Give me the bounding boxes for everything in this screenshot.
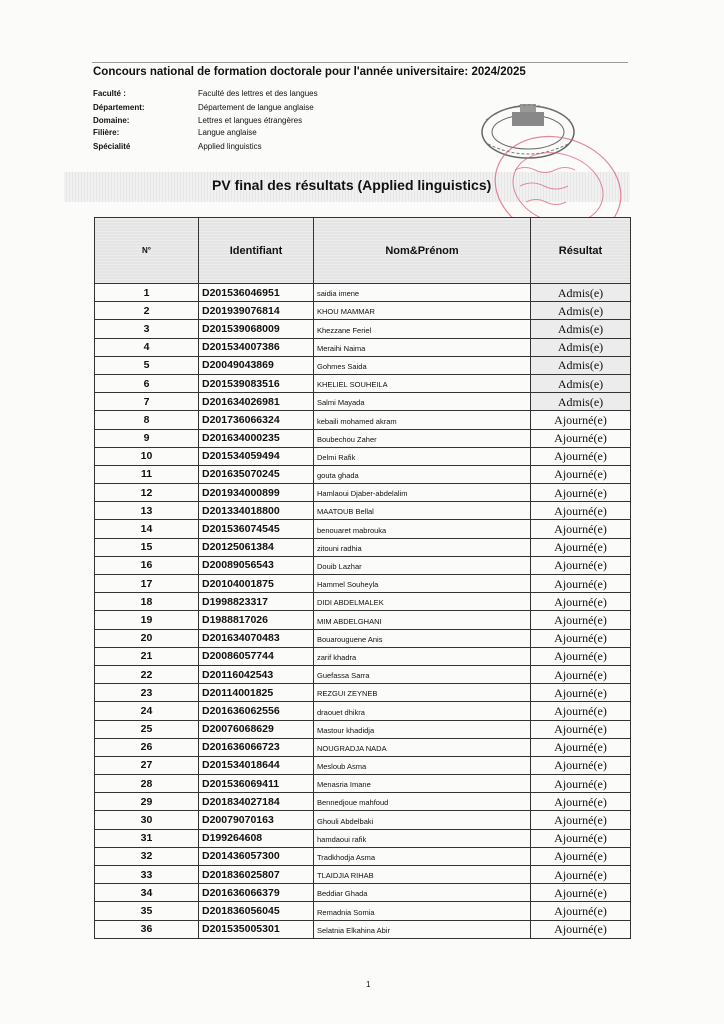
row-nom-prenom: NOUGRADJA NADA	[314, 738, 531, 756]
row-number: 4	[95, 338, 199, 356]
table-row	[95, 738, 631, 756]
row-resultat: Ajourné(e)	[531, 665, 631, 683]
row-nom-prenom: Mesloub Asma	[314, 756, 531, 774]
table-row	[95, 320, 631, 338]
row-nom-prenom: zitouni radhia	[314, 538, 531, 556]
row-nom-prenom: Beddiar Ghada	[314, 884, 531, 902]
row-resultat: Ajourné(e)	[531, 520, 631, 538]
row-number: 26	[95, 738, 199, 756]
table-header-row	[95, 218, 631, 284]
table-row	[95, 484, 631, 502]
table-row	[95, 611, 631, 629]
row-nom-prenom: Bennedjoue mahfoud	[314, 793, 531, 811]
row-number: 11	[95, 465, 199, 483]
row-nom-prenom: gouta ghada	[314, 465, 531, 483]
table-row	[95, 775, 631, 793]
row-number: 6	[95, 374, 199, 392]
row-resultat: Ajourné(e)	[531, 829, 631, 847]
value-faculte: Faculté des lettres et des langues	[198, 89, 318, 98]
row-resultat: Ajourné(e)	[531, 793, 631, 811]
row-identifiant: D201636062556	[199, 702, 314, 720]
row-nom-prenom: Douib Lazhar	[314, 556, 531, 574]
row-nom-prenom: Gohmes Saida	[314, 356, 531, 374]
row-identifiant: D20104001875	[199, 575, 314, 593]
row-nom-prenom: Delmi Rafik	[314, 447, 531, 465]
row-identifiant: D201834027184	[199, 793, 314, 811]
table-row	[95, 829, 631, 847]
row-resultat: Ajourné(e)	[531, 775, 631, 793]
row-nom-prenom: KHELIEL SOUHEILA	[314, 374, 531, 392]
row-identifiant: D201534018644	[199, 756, 314, 774]
row-nom-prenom: Boubechou Zaher	[314, 429, 531, 447]
row-resultat: Ajourné(e)	[531, 756, 631, 774]
row-resultat: Admis(e)	[531, 302, 631, 320]
row-nom-prenom: Hamlaoui Djaber-abdelalim	[314, 484, 531, 502]
row-resultat: Ajourné(e)	[531, 866, 631, 884]
row-nom-prenom: kebaili mohamed akram	[314, 411, 531, 429]
row-resultat: Admis(e)	[531, 374, 631, 392]
table-row	[95, 502, 631, 520]
table-body	[95, 284, 631, 939]
table-row	[95, 575, 631, 593]
row-identifiant: D20114001825	[199, 684, 314, 702]
row-number: 31	[95, 829, 199, 847]
row-resultat: Ajourné(e)	[531, 884, 631, 902]
row-resultat: Admis(e)	[531, 284, 631, 302]
row-resultat: Ajourné(e)	[531, 484, 631, 502]
row-number: 35	[95, 902, 199, 920]
row-resultat: Ajourné(e)	[531, 811, 631, 829]
row-number: 27	[95, 756, 199, 774]
row-identifiant: D201334018800	[199, 502, 314, 520]
value-domaine: Lettres et langues étrangères	[198, 116, 303, 125]
row-number: 14	[95, 520, 199, 538]
row-resultat: Ajourné(e)	[531, 647, 631, 665]
pv-title: PV final des résultats (Applied linguistics)	[212, 177, 492, 193]
row-nom-prenom: benouaret mabrouka	[314, 520, 531, 538]
row-resultat: Ajourné(e)	[531, 920, 631, 938]
row-resultat: Ajourné(e)	[531, 611, 631, 629]
row-identifiant: D199264608	[199, 829, 314, 847]
row-nom-prenom: MAATOUB Bellal	[314, 502, 531, 520]
table-row	[95, 647, 631, 665]
table-row	[95, 284, 631, 302]
row-identifiant: D1988817026	[199, 611, 314, 629]
row-nom-prenom: Salmi Mayada	[314, 393, 531, 411]
row-number: 29	[95, 793, 199, 811]
row-nom-prenom: draouet dhikra	[314, 702, 531, 720]
document-title: Concours national de formation doctorale pour l'année universitaire: 2024/2025	[93, 66, 526, 78]
row-number: 18	[95, 593, 199, 611]
row-number: 20	[95, 629, 199, 647]
table-row	[95, 374, 631, 392]
table-row	[95, 302, 631, 320]
row-resultat: Ajourné(e)	[531, 502, 631, 520]
row-identifiant: D20079070163	[199, 811, 314, 829]
row-resultat: Ajourné(e)	[531, 465, 631, 483]
row-nom-prenom: Selatnia Elkahina Abir	[314, 920, 531, 938]
row-number: 9	[95, 429, 199, 447]
table-row	[95, 593, 631, 611]
row-identifiant: D201634070483	[199, 629, 314, 647]
row-resultat: Admis(e)	[531, 320, 631, 338]
row-number: 30	[95, 811, 199, 829]
table-row	[95, 629, 631, 647]
row-nom-prenom: hamdaoui rafik	[314, 829, 531, 847]
label-domaine: Domaine:	[93, 116, 130, 125]
table-row	[95, 720, 631, 738]
row-identifiant: D201536069411	[199, 775, 314, 793]
row-identifiant: D201636066379	[199, 884, 314, 902]
row-resultat: Admis(e)	[531, 393, 631, 411]
row-identifiant: D201436057300	[199, 847, 314, 865]
row-number: 16	[95, 556, 199, 574]
row-number: 13	[95, 502, 199, 520]
page-number: 1	[366, 980, 371, 989]
label-faculte: Faculté :	[93, 89, 126, 98]
row-resultat: Ajourné(e)	[531, 447, 631, 465]
table-row	[95, 338, 631, 356]
col-header-number: N°	[95, 218, 199, 284]
row-number: 21	[95, 647, 199, 665]
table-row	[95, 920, 631, 938]
table-row	[95, 793, 631, 811]
table-row	[95, 429, 631, 447]
row-number: 22	[95, 665, 199, 683]
table-row	[95, 811, 631, 829]
row-nom-prenom: Remadnia Somia	[314, 902, 531, 920]
row-nom-prenom: REZGUI ZEYNEB	[314, 684, 531, 702]
row-resultat: Ajourné(e)	[531, 629, 631, 647]
table-row	[95, 465, 631, 483]
value-specialite: Applied linguistics	[198, 142, 262, 151]
row-identifiant: D201634026981	[199, 393, 314, 411]
col-header-nom-prenom: Nom&Prénom	[314, 218, 531, 284]
row-number: 34	[95, 884, 199, 902]
table-row	[95, 411, 631, 429]
row-resultat: Ajourné(e)	[531, 593, 631, 611]
row-nom-prenom: DIDI ABDELMALEK	[314, 593, 531, 611]
row-number: 28	[95, 775, 199, 793]
row-identifiant: D201736066324	[199, 411, 314, 429]
row-nom-prenom: Menasria Imane	[314, 775, 531, 793]
row-identifiant: D201534059494	[199, 447, 314, 465]
value-filiere: Langue anglaise	[198, 128, 257, 137]
col-header-resultat: Résultat	[531, 218, 631, 284]
row-nom-prenom: Guefassa Sarra	[314, 665, 531, 683]
row-number: 7	[95, 393, 199, 411]
row-resultat: Ajourné(e)	[531, 411, 631, 429]
table-row	[95, 702, 631, 720]
row-number: 1	[95, 284, 199, 302]
row-identifiant: D20076068629	[199, 720, 314, 738]
row-nom-prenom: Ghouli Abdelbaki	[314, 811, 531, 829]
row-number: 5	[95, 356, 199, 374]
row-resultat: Admis(e)	[531, 338, 631, 356]
row-identifiant: D201636066723	[199, 738, 314, 756]
table-row	[95, 684, 631, 702]
row-identifiant: D201536074545	[199, 520, 314, 538]
row-resultat: Ajourné(e)	[531, 902, 631, 920]
row-resultat: Ajourné(e)	[531, 538, 631, 556]
row-resultat: Ajourné(e)	[531, 575, 631, 593]
row-nom-prenom: zarif khadra	[314, 647, 531, 665]
row-identifiant: D20049043869	[199, 356, 314, 374]
row-nom-prenom: Hammel Souheyla	[314, 575, 531, 593]
top-rule	[92, 62, 628, 63]
row-identifiant: D201635070245	[199, 465, 314, 483]
row-resultat: Ajourné(e)	[531, 684, 631, 702]
row-nom-prenom: TLAIDJIA RIHAB	[314, 866, 531, 884]
table-row	[95, 393, 631, 411]
row-number: 36	[95, 920, 199, 938]
col-header-identifiant: Identifiant	[199, 218, 314, 284]
row-identifiant: D20086057744	[199, 647, 314, 665]
row-resultat: Admis(e)	[531, 356, 631, 374]
table-row	[95, 556, 631, 574]
table-row	[95, 665, 631, 683]
row-nom-prenom: saidia imene	[314, 284, 531, 302]
table-row	[95, 847, 631, 865]
row-number: 10	[95, 447, 199, 465]
row-identifiant: D201836025807	[199, 866, 314, 884]
table-row	[95, 520, 631, 538]
row-resultat: Ajourné(e)	[531, 720, 631, 738]
results-table	[94, 217, 631, 939]
row-resultat: Ajourné(e)	[531, 429, 631, 447]
row-identifiant: D201939076814	[199, 302, 314, 320]
row-identifiant: D201534007386	[199, 338, 314, 356]
row-identifiant: D20089056543	[199, 556, 314, 574]
row-nom-prenom: Khezzane Feriel	[314, 320, 531, 338]
row-number: 15	[95, 538, 199, 556]
label-filiere: Filière:	[93, 128, 120, 137]
row-identifiant: D1998823317	[199, 593, 314, 611]
row-identifiant: D201634000235	[199, 429, 314, 447]
row-number: 19	[95, 611, 199, 629]
row-identifiant: D20125061384	[199, 538, 314, 556]
row-identifiant: D201836056045	[199, 902, 314, 920]
row-number: 17	[95, 575, 199, 593]
row-identifiant: D201934000899	[199, 484, 314, 502]
row-identifiant: D201535005301	[199, 920, 314, 938]
table-row	[95, 356, 631, 374]
row-resultat: Ajourné(e)	[531, 847, 631, 865]
row-nom-prenom: KHOU MAMMAR	[314, 302, 531, 320]
row-identifiant: D201539068009	[199, 320, 314, 338]
table-row	[95, 447, 631, 465]
value-departement: Département de langue anglaise	[198, 103, 314, 112]
row-identifiant: D201536046951	[199, 284, 314, 302]
row-nom-prenom: Mastour khadidja	[314, 720, 531, 738]
row-nom-prenom: Meraihi Naima	[314, 338, 531, 356]
row-identifiant: D20116042543	[199, 665, 314, 683]
row-nom-prenom: Tradkhodja Asma	[314, 847, 531, 865]
table-row	[95, 902, 631, 920]
row-identifiant: D201539083516	[199, 374, 314, 392]
row-resultat: Ajourné(e)	[531, 738, 631, 756]
row-number: 23	[95, 684, 199, 702]
row-nom-prenom: Bouarouguene Anis	[314, 629, 531, 647]
row-number: 12	[95, 484, 199, 502]
row-nom-prenom: MIM ABDELGHANI	[314, 611, 531, 629]
table-row	[95, 866, 631, 884]
row-number: 25	[95, 720, 199, 738]
table-row	[95, 756, 631, 774]
label-specialite: Spécialité	[93, 142, 131, 151]
row-number: 33	[95, 866, 199, 884]
table-row	[95, 884, 631, 902]
row-number: 8	[95, 411, 199, 429]
table-row	[95, 538, 631, 556]
row-resultat: Ajourné(e)	[531, 702, 631, 720]
label-departement: Département:	[93, 103, 145, 112]
row-number: 24	[95, 702, 199, 720]
row-resultat: Ajourné(e)	[531, 556, 631, 574]
row-number: 32	[95, 847, 199, 865]
row-number: 2	[95, 302, 199, 320]
row-number: 3	[95, 320, 199, 338]
